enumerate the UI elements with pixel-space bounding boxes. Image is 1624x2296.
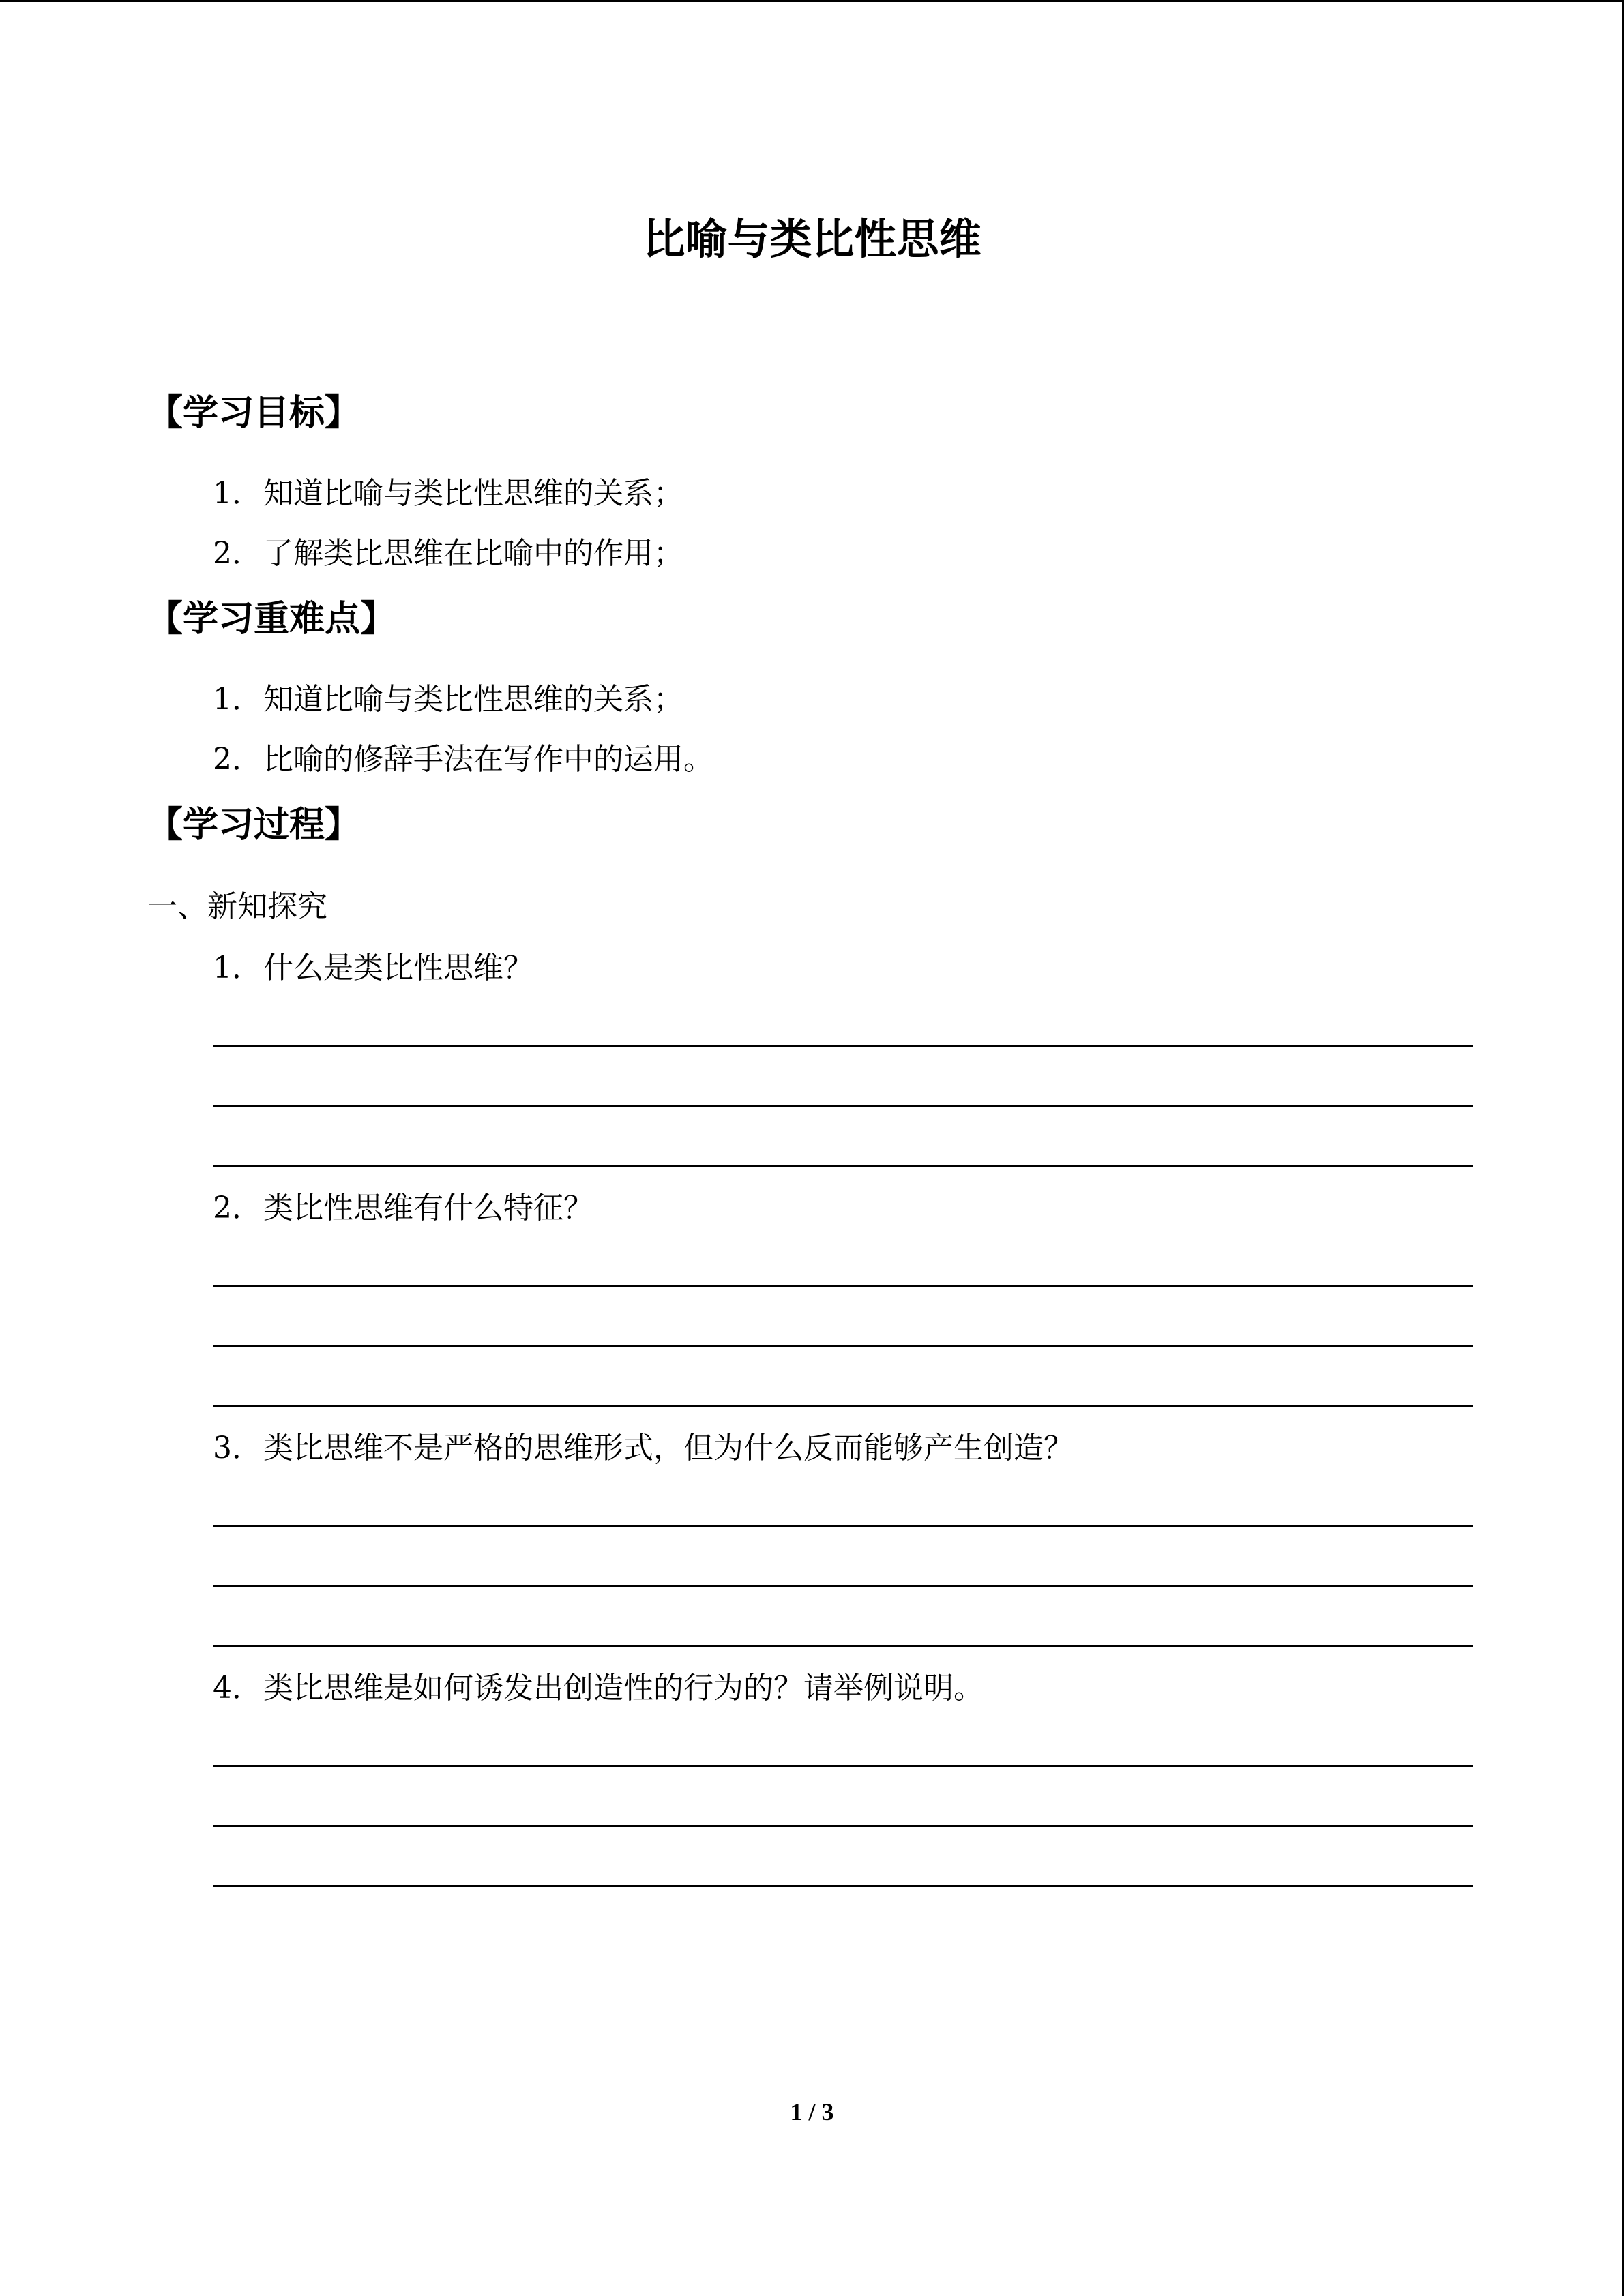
key-point-item-text: 知道比喻与类比性思维的关系； [263, 682, 683, 717]
question-item [213, 1667, 984, 1710]
key-point-item-text: 比喻的修辞手法在写作中的运用。 [263, 742, 713, 777]
objective-item-number: 1． [213, 476, 262, 511]
page-border-top [0, 0, 1624, 2]
question-number: 1． [213, 951, 262, 985]
document-title: 比喻与类比性思维 [643, 214, 981, 264]
answer-line[interactable] [213, 1765, 1473, 1767]
answer-line[interactable] [213, 1525, 1473, 1527]
key-point-item-number: 1． [213, 682, 262, 717]
page-number: 1 / 3 [790, 2098, 834, 2126]
subsection-title: 一、新知探究 [147, 889, 327, 924]
answer-line[interactable] [213, 1885, 1473, 1887]
objective-item [213, 532, 683, 576]
answer-line[interactable] [213, 1345, 1473, 1347]
question-text: 类比性思维有什么特征？ [263, 1191, 593, 1225]
key-point-item [213, 738, 713, 781]
key-point-item-number: 2． [213, 742, 262, 777]
answer-line[interactable] [213, 1405, 1473, 1407]
answer-line[interactable] [213, 1285, 1473, 1287]
question-number: 2． [213, 1191, 262, 1225]
question-text: 什么是类比性思维？ [263, 951, 533, 985]
question-number: 3． [213, 1431, 262, 1465]
key-points-heading: 【学习重难点】 [147, 599, 396, 640]
answer-line[interactable] [213, 1825, 1473, 1827]
question-text: 类比思维是如何诱发出创造性的行为的？请举例说明。 [263, 1671, 984, 1705]
process-heading: 【学习过程】 [147, 805, 361, 846]
question-item [213, 1187, 593, 1230]
question-item [213, 946, 533, 990]
answer-line[interactable] [213, 1045, 1473, 1047]
question-item [213, 1427, 1074, 1470]
question-text: 类比思维不是严格的思维形式，但为什么反而能够产生创造？ [263, 1431, 1074, 1465]
key-point-item [213, 678, 683, 721]
question-number: 4． [213, 1671, 262, 1705]
answer-line[interactable] [213, 1645, 1473, 1647]
objective-item-text: 了解类比思维在比喻中的作用； [263, 536, 683, 571]
answer-line[interactable] [213, 1585, 1473, 1587]
objectives-heading: 【学习目标】 [147, 393, 361, 434]
objective-item [213, 472, 683, 516]
objective-item-text: 知道比喻与类比性思维的关系； [263, 476, 683, 511]
objective-item-number: 2． [213, 536, 262, 571]
answer-line[interactable] [213, 1105, 1473, 1107]
answer-line[interactable] [213, 1165, 1473, 1167]
